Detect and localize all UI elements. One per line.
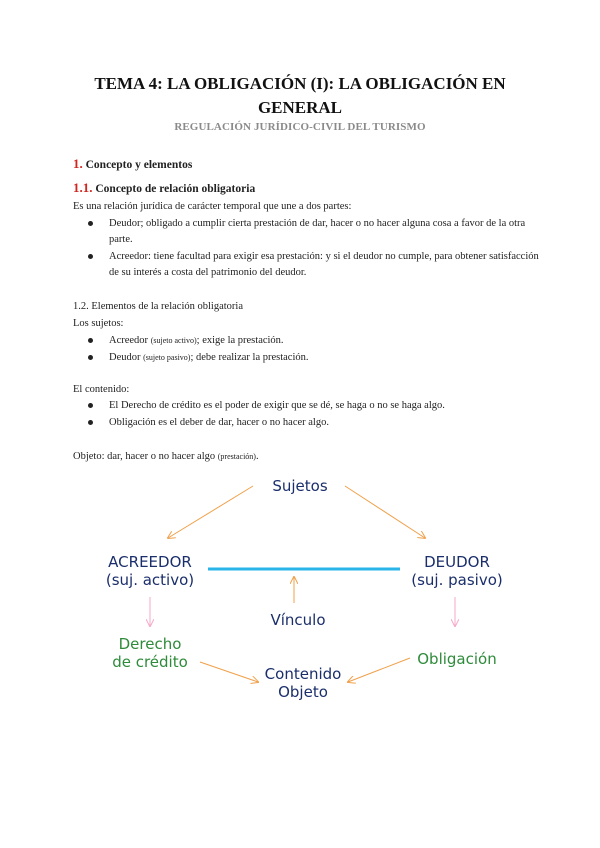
subject-name: Deudor (109, 352, 141, 363)
subjects-label: Los sujetos: (73, 318, 124, 329)
content-label: El contenido: (73, 384, 130, 395)
section-1-1-heading (73, 180, 255, 196)
contenido-label: Contenido (264, 665, 342, 683)
subject-rest: ; exige la prestación. (196, 335, 284, 346)
subject-name: Acreedor (109, 335, 149, 346)
vinculo-label: Vínculo (270, 611, 326, 629)
section-1-heading (73, 156, 192, 172)
subject-note: (sujeto pasivo) (143, 353, 191, 362)
arrow-sujetos-deudor (345, 486, 425, 538)
deudor-sub-label: (suj. pasivo) (411, 571, 503, 589)
list-item: El Derecho de crédito es el poder de exigir que se dé, se haga o no se haga algo. (73, 398, 543, 414)
section-1-title: Concepto y elementos (85, 159, 193, 171)
list-item: Deudor; obligado a cumplir cierta prestación de dar, hacer o no hacer alguna cosa a favor de la otra parte. (73, 216, 543, 248)
arrow-obligacion-contenido (348, 658, 410, 682)
objeto-label: Objeto (278, 683, 328, 701)
section-1-1-number: 1.1. (73, 180, 93, 195)
document-subtitle: REGULACIÓN JURÍDICO-CIVIL DEL TURISMO (174, 121, 426, 133)
acreedor-label: ACREEDOR (108, 553, 192, 571)
list-item (73, 350, 543, 366)
sujetos-label: Sujetos (272, 477, 328, 495)
intro-paragraph: Es una relación jurídica de carácter temporal que une a dos partes: (73, 201, 352, 212)
object-paragraph (73, 449, 259, 464)
list-item: Acreedor: tiene facultad para exigir esa prestación: y si el deudor no cumple, para obtener satisfacción de su interés a costa del patrimonio del deudor. (73, 249, 543, 281)
title-line-1: TEMA 4: LA OBLIGACIÓN (I): LA OBLIGACIÓN EN (94, 74, 506, 93)
document-title (60, 72, 540, 120)
list-item (73, 333, 543, 349)
obligation-diagram (0, 470, 600, 710)
acreedor-sub-label: (suj. activo) (105, 571, 195, 589)
derecho-label-line-2: de crédito (112, 653, 188, 671)
section-1-1-title: Concepto de relación obligatoria (95, 183, 256, 195)
object-text: Objeto: dar, hacer o no hacer algo (73, 451, 218, 462)
subject-note: (sujeto activo) (150, 336, 197, 345)
parties-list (73, 216, 543, 282)
object-end: . (255, 451, 259, 462)
content-list (73, 398, 543, 432)
subjects-list (73, 333, 543, 367)
obligacion-label: Obligación (417, 650, 497, 668)
arrow-sujetos-acreedor (168, 486, 253, 538)
deudor-label: DEUDOR (424, 553, 490, 571)
title-line-2: GENERAL (257, 98, 343, 117)
section-1-2-heading: 1.2. Elementos de la relación obligatoria (73, 301, 243, 312)
section-1-number: 1. (73, 156, 83, 171)
subject-rest: ; debe realizar la prestación. (190, 352, 309, 363)
object-note: (prestación) (217, 452, 256, 461)
list-item: Obligación es el deber de dar, hacer o no hacer algo. (73, 415, 543, 431)
derecho-label-line-1: Derecho (118, 635, 182, 653)
arrow-derecho-contenido (200, 662, 258, 682)
